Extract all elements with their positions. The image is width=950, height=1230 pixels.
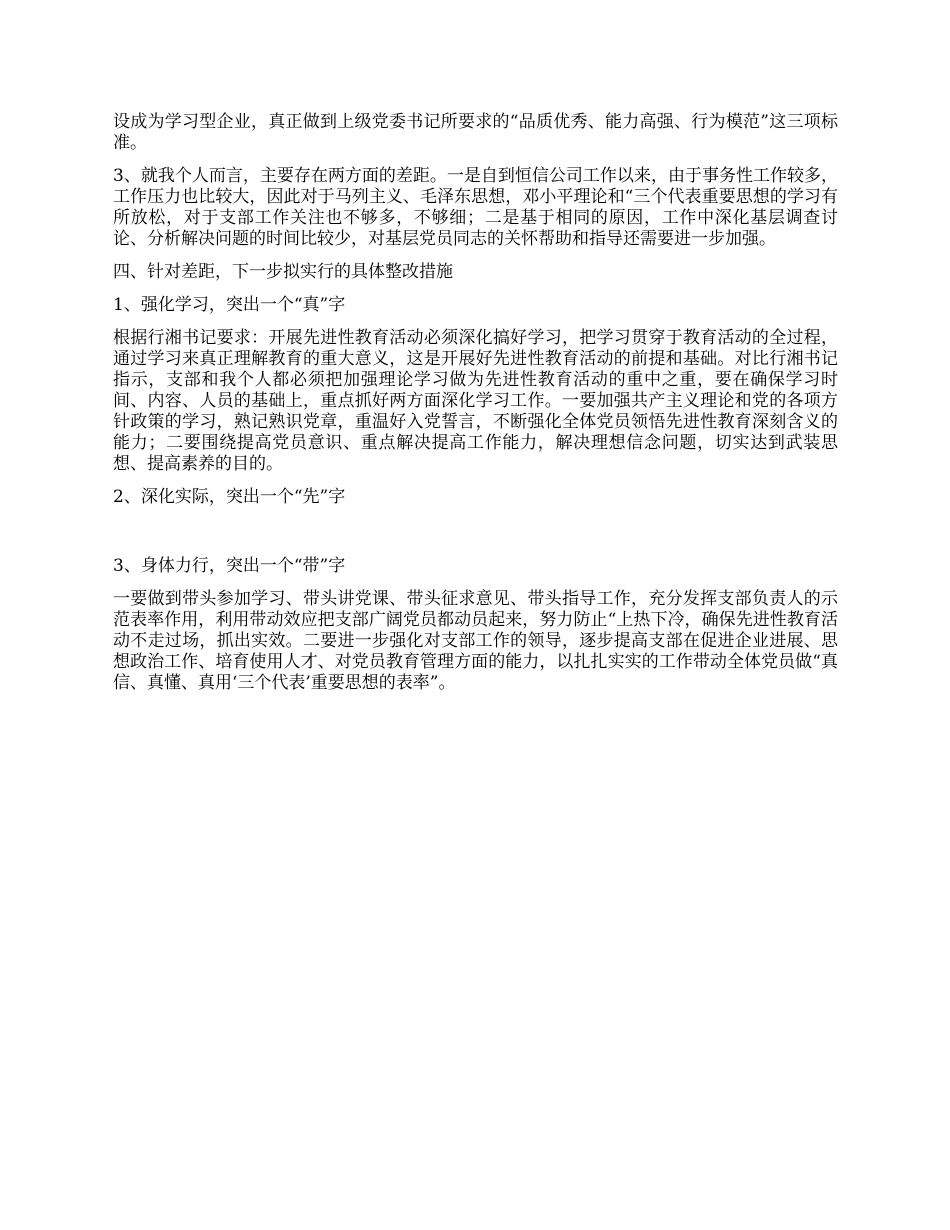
blank-space	[113, 520, 838, 556]
paragraph-personal-gap: 3、就我个人而言，主要存在两方面的差距。一是自到恒信公司工作以来，由于事务性工作较多，工作压力也比较大，因此对于马列主义、毛泽东思想，邓小平理论和“三个代表重要思想的学习有所放松，对于支部工作关注也不够多，不够细；二是基于相同的原因，工作中深化基层调查讨论、分析解决问题的时间比较少，对基层党员同志的关怀帮助和指导还需要进一步加强。	[113, 166, 838, 249]
paragraph-study-requirements: 根据行湘书记要求：开展先进性教育活动必须深化搞好学习，把学习贯穿于教育活动的全过程，通过学习来真正理解教育的重大意义，这是开展好先进性教育活动的前提和基础。对比行湘书记指示，支部和我个人都必须把加强理论学习做为先进性教育活动的重中之重，要在确保学习时间、内容、人员的基础上，重点抓好两方面深化学习工作。一要加强共产主义理论和党的各项方针政策的学习，熟记熟识党章，重温好入党誓言，不断强化全体党员领悟先进性教育深刻含义的能力；二要围绕提高党员意识、重点解决提高工作能力，解决理想信念问题，切实达到武装思想、提高素养的目的。	[113, 328, 838, 474]
subheading-lead-by-example: 3、身体力行，突出一个“带”字	[113, 556, 346, 576]
section-heading-rectification: 四、针对差距，下一步拟实行的具体整改措施	[113, 262, 453, 282]
paragraph-study-enterprise: 设成为学习型企业，真正做到上级党委书记所要求的“品质优秀、能力高强、行为模范”这三项标准。	[113, 112, 838, 153]
subheading-strengthen-study: 1、强化学习，突出一个“真”字	[113, 295, 346, 315]
paragraph-lead-by-example: 一要做到带头参加学习、带头讲党课、带头征求意见、带头指导工作，充分发挥支部负责人的示范表率作用，利用带动效应把支部广阔党员都动员起来，努力防止“上热下冷，确保先进性教育活动不走过场，抓出实效。二要进一步强化对支部工作的领导，逐步提高支部在促进企业进展、思想政治工作、培育使用人才、对党员教育管理方面的能力，以扎扎实实的工作带动全体党员做“真信、真懂、真用‘三个代表’重要思想的表率”。	[113, 589, 838, 693]
subheading-deepen-practice: 2、深化实际，突出一个“先”字	[113, 487, 346, 507]
